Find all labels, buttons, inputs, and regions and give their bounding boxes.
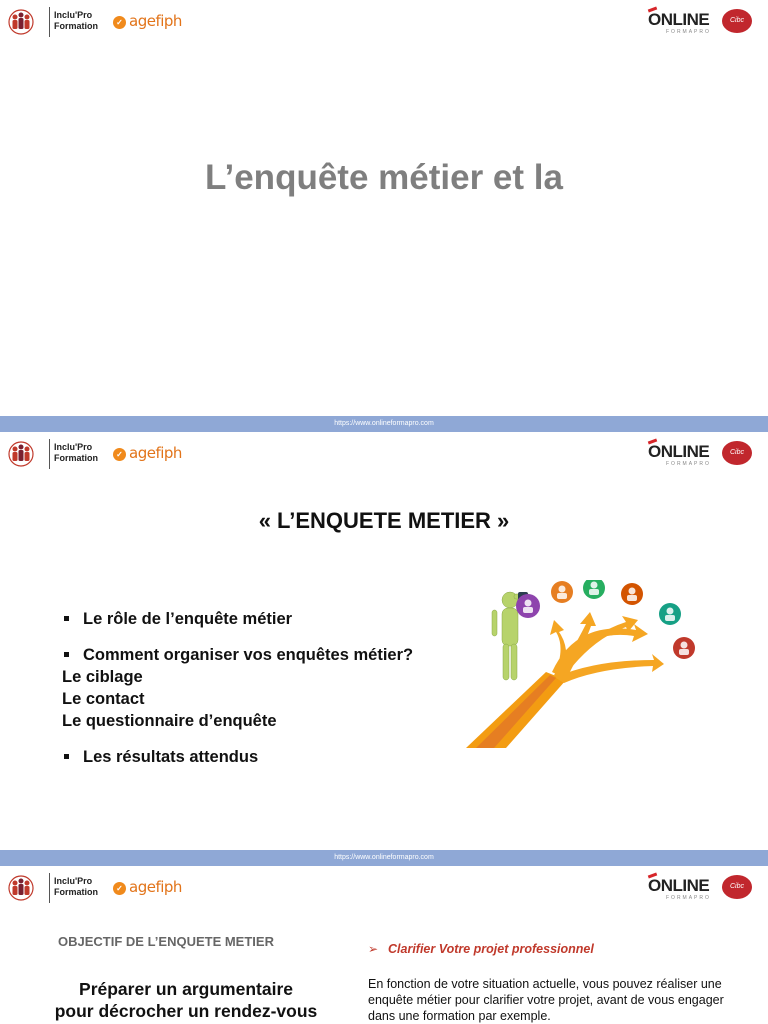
career-choice-illustration [466,580,706,748]
header-divider [49,439,50,469]
slide-header [0,0,768,44]
agefiph-logo-text: agefiph [129,878,182,896]
slide-header [0,866,768,910]
sub-item: Le contact [62,690,145,708]
slide-2 [0,432,768,850]
arrow-bullet-icon: ➢ [368,942,379,956]
footer-url: https://www.onlineformapro.com [334,854,434,861]
sub-item: Le questionnaire d’enquête [62,712,277,730]
cibc-logo: Cibc [722,441,752,465]
list-item: Le rôle de l’enquête métier [62,608,413,630]
online-logo-subtext: FORMAPRO [666,29,711,35]
subheading: Clarifier Votre projet professionnel [388,942,594,956]
inclupro-logo-text: Inclu'Pro Formation [54,876,98,897]
header-divider [49,7,50,37]
section-heading: OBJECTIF DE L’ENQUETE METIER [58,934,274,949]
bullet-list [62,608,413,768]
agefiph-logo-icon: ✓ [113,882,126,895]
cibc-logo: Cibc [722,9,752,33]
agefiph-logo-text: agefiph [129,444,182,462]
online-logo-subtext: FORMAPRO [666,895,711,901]
slide-3 [0,866,768,1024]
footer-url: https://www.onlineformapro.com [334,420,434,427]
sub-item: Le ciblage [62,668,143,686]
slide-title: L’enquête métier et la [205,158,563,197]
online-logo-text: ONLINE [648,876,710,895]
slide-title: « L’ENQUETE METIER » [258,508,510,533]
slide-headline: Préparer un argumentaire pour décrocher un rendez-vous [54,979,318,1021]
list-item: Comment organiser vos enquêtes métier? [62,644,413,666]
slide-header [0,432,768,476]
online-logo-text: ONLINE [648,10,710,29]
agefiph-logo-icon: ✓ [113,16,126,29]
inclupro-logo-icon [7,875,35,901]
inclupro-logo-text: Inclu'Pro Formation [54,10,98,31]
footer-band [0,416,768,432]
online-logo-subtext: FORMAPRO [666,461,711,467]
online-logo-text: ONLINE [648,442,710,461]
footer-band [0,850,768,866]
inclupro-logo-icon [7,9,35,35]
slide-1 [0,0,768,416]
agefiph-logo-icon: ✓ [113,448,126,461]
cibc-logo: Cibc [722,875,752,899]
body-paragraph: En fonction de votre situation actuelle, vous pouvez réaliser une enquête métier pour clarifier votre projet, avant de vous engager dans une formation par exemple. [368,977,724,1023]
header-divider [49,873,50,903]
inclupro-logo-icon [7,441,35,467]
inclupro-logo-text: Inclu'Pro Formation [54,442,98,463]
list-item: Les résultats attendus [62,746,413,768]
agefiph-logo-text: agefiph [129,12,182,30]
